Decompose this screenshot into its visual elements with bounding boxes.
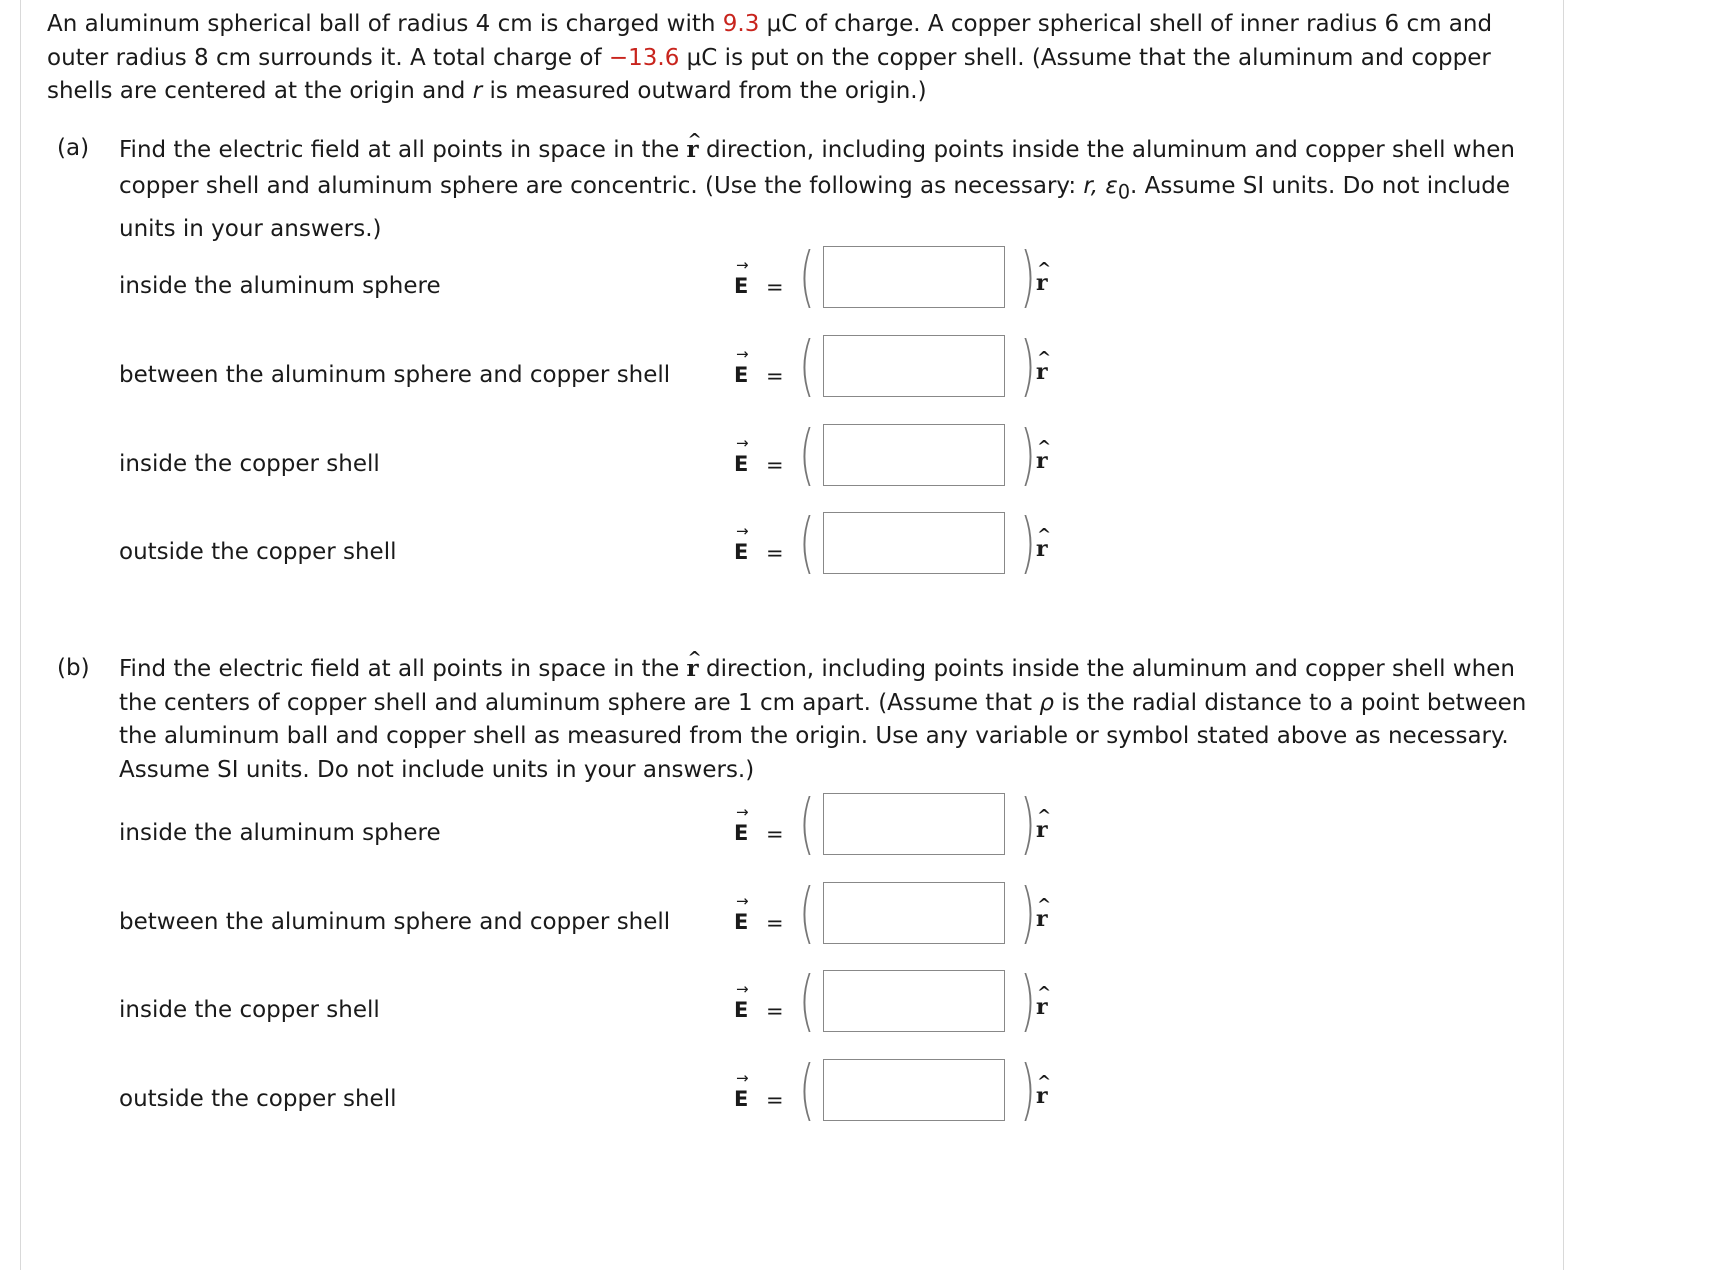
- e-field-vector: → E: [734, 274, 748, 298]
- answer-input[interactable]: [823, 793, 1005, 855]
- charge-value-1: 9.3: [722, 11, 760, 37]
- problem-statement: [47, 8, 1537, 109]
- question-text: Find the electric field at all points in space in the: [119, 656, 687, 682]
- variable-r: r: [472, 78, 483, 104]
- intro-text: An aluminum spherical ball of radius 4 cm is charged with: [47, 11, 723, 37]
- intro-text: μC of charge. A copper spherical shell of inner radius 6 cm and outer radius 8 cm surrounds it. A total charge of: [47, 11, 1493, 71]
- r-hat-unit: ^ r: [1036, 906, 1048, 932]
- e-field-vector: → E: [734, 1087, 748, 1111]
- intro-text: μC is put on the copper shell. (Assume that the aluminum and copper shells are centered at the origin and: [47, 44, 1491, 104]
- charge-value-2: −13.6: [608, 44, 680, 71]
- answer-row-label: between the aluminum sphere and copper shell: [119, 909, 671, 935]
- right-paren: ): [1020, 416, 1036, 493]
- variable-rho: ρ: [1039, 689, 1054, 716]
- answer-input[interactable]: [823, 1059, 1005, 1121]
- e-field-vector: → E: [734, 363, 748, 387]
- answer-row-label: inside the aluminum sphere: [119, 273, 441, 299]
- subscript: 0: [1117, 180, 1131, 204]
- left-paren: (: [799, 962, 815, 1039]
- part-a-label: (a): [57, 135, 90, 161]
- r-hat-unit: ^ r: [1036, 448, 1048, 474]
- right-paren: ): [1020, 1051, 1036, 1128]
- e-field-vector: → E: [734, 821, 748, 845]
- e-field-vector: → E: [734, 540, 748, 564]
- part-b-label: (b): [57, 655, 90, 681]
- answer-input[interactable]: [823, 970, 1005, 1032]
- answer-input[interactable]: [823, 882, 1005, 944]
- r-hat-unit: ^ r: [1036, 536, 1048, 562]
- r-hat-unit: ^ r: [1036, 1083, 1048, 1109]
- left-paren: (: [799, 504, 815, 581]
- r-hat-unit: ^ r: [1036, 817, 1048, 843]
- right-paren: ): [1020, 962, 1036, 1039]
- question-text: Find the electric field at all points in space in the: [119, 137, 687, 163]
- r-hat-unit: ^ r: [1036, 994, 1048, 1020]
- question-text: . Assume SI units. Do not include units in your answers.): [119, 173, 1511, 242]
- intro-text: is measured outward from the origin.): [482, 78, 927, 104]
- answer-row-label: outside the copper shell: [119, 539, 397, 565]
- answer-input[interactable]: [823, 512, 1005, 574]
- question-text: direction, including points inside the aluminum and copper shell when the centers of copper shell and aluminum sphere are 1 cm apart. (Assume that: [119, 656, 1515, 716]
- answer-row-label: inside the copper shell: [119, 997, 380, 1023]
- question-text: is the radial distance to a point between the aluminum ball and copper shell as measured from the origin. Use any variable or symbol stated above as necessary. Assume SI units. Do not include units in your answers.): [119, 689, 1527, 783]
- equals-sign: =: [766, 275, 784, 299]
- left-paren: (: [799, 874, 815, 951]
- equals-sign: =: [766, 541, 784, 565]
- left-paren: (: [799, 785, 815, 862]
- left-paren: (: [799, 238, 815, 315]
- answer-row-label: outside the copper shell: [119, 1086, 397, 1112]
- part-a-question: [119, 132, 1529, 247]
- variables: r, ε: [1083, 173, 1118, 199]
- e-field-vector: → E: [734, 452, 748, 476]
- right-paren: ): [1020, 785, 1036, 862]
- answer-row-label: inside the aluminum sphere: [119, 820, 441, 846]
- equals-sign: =: [766, 453, 784, 477]
- r-hat-symbol: ^ r: [687, 652, 699, 686]
- answer-row-label: between the aluminum sphere and copper shell: [119, 362, 671, 388]
- equals-sign: =: [766, 1088, 784, 1112]
- equals-sign: =: [766, 999, 784, 1023]
- right-paren: ): [1020, 327, 1036, 404]
- e-field-vector: → E: [734, 910, 748, 934]
- left-paren: (: [799, 327, 815, 404]
- part-b-question: [119, 652, 1529, 787]
- e-field-vector: → E: [734, 998, 748, 1022]
- right-paren: ): [1020, 504, 1036, 581]
- left-paren: (: [799, 1051, 815, 1128]
- equals-sign: =: [766, 822, 784, 846]
- right-paren: ): [1020, 238, 1036, 315]
- r-hat-unit: ^ r: [1036, 359, 1048, 385]
- answer-input[interactable]: [823, 246, 1005, 308]
- answer-row-label: inside the copper shell: [119, 451, 380, 477]
- right-paren: ): [1020, 874, 1036, 951]
- question-text: direction, including points inside the aluminum and copper shell when copper shell and aluminum sphere are concentric. (Use the following as necessary:: [119, 137, 1515, 199]
- equals-sign: =: [766, 911, 784, 935]
- answer-input[interactable]: [823, 335, 1005, 397]
- answer-input[interactable]: [823, 424, 1005, 486]
- r-hat-unit: ^ r: [1036, 270, 1048, 296]
- left-paren: (: [799, 416, 815, 493]
- equals-sign: =: [766, 364, 784, 388]
- r-hat-symbol: ^ r: [687, 132, 699, 168]
